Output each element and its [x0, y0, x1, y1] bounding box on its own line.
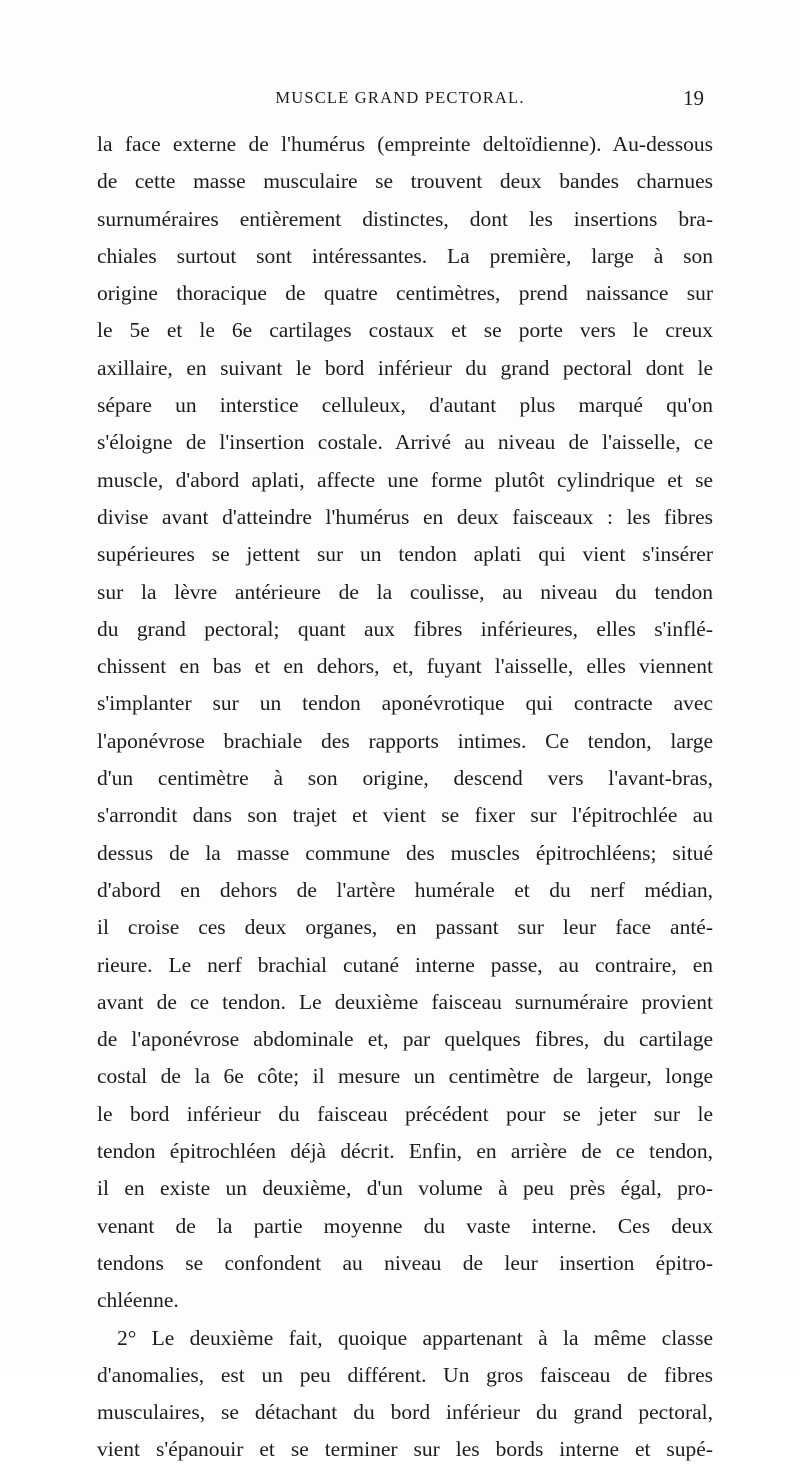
text-line: de l'aponévrose abdominale et, par quelques fibres, du cartilage: [97, 1027, 713, 1052]
text-line: le bord inférieur du faisceau précédent pour se jeter sur le: [97, 1101, 713, 1126]
text-line: d'anomalies, est un peu différent. Un gros faisceau de fibres: [97, 1362, 713, 1387]
text-line: divise avant d'atteindre l'humérus en deux faisceaux : les fibres: [97, 504, 713, 529]
text-line: sépare un interstice celluleux, d'autant plus marqué qu'on: [97, 393, 713, 418]
text-line-paragraph-start: 2° Le deuxième fait, quoique appartenant à la même classe: [117, 1325, 713, 1350]
text-line: tendons se confondent au niveau de leur insertion épitro-: [97, 1250, 713, 1275]
text-line: surnuméraires entièrement distinctes, dont les insertions bra-: [97, 206, 713, 231]
text-line-paragraph-end: chléenne.: [97, 1288, 179, 1313]
text-line: musculaires, se détachant du bord inférieur du grand pectoral,: [97, 1400, 713, 1425]
running-title: MUSCLE GRAND PECTORAL.: [275, 88, 525, 107]
text-line: s'arrondit dans son trajet et vient se fixer sur l'épitrochlée au: [97, 803, 713, 828]
text-line: rieure. Le nerf brachial cutané interne passe, au contraire, en: [97, 952, 713, 977]
page-number: 19: [683, 86, 704, 110]
text-line: avant de ce tendon. Le deuxième faisceau surnuméraire provient: [97, 989, 713, 1014]
body-text: [97, 126, 713, 1469]
text-line: d'un centimètre à son origine, descend vers l'avant-bras,: [97, 766, 713, 791]
text-line: dessus de la masse commune des muscles épitrochléens; situé: [97, 840, 713, 865]
text-line: il croise ces deux organes, en passant sur leur face anté-: [97, 915, 713, 940]
text-line: venant de la partie moyenne du vaste interne. Ces deux: [97, 1213, 713, 1238]
text-line: chissent en bas et en dehors, et, fuyant l'aisselle, elles viennent: [97, 654, 713, 679]
text-line: muscle, d'abord aplati, affecte une forme plutôt cylindrique et se: [97, 467, 713, 492]
text-line: la face externe de l'humérus (empreinte deltoïdienne). Au-dessous: [97, 132, 713, 156]
text-line: sur la lèvre antérieure de la coulisse, au niveau du tendon: [97, 579, 713, 604]
running-head: [0, 88, 800, 112]
text-line: supérieures se jettent sur un tendon aplati qui vient s'insérer: [97, 542, 713, 567]
text-line: vient s'épanouir et se terminer sur les bords interne et supé-: [97, 1437, 713, 1462]
text-line: costal de la 6e côte; il mesure un centimètre de largeur, longe: [97, 1064, 713, 1089]
text-line: du grand pectoral; quant aux fibres inférieures, elles s'inflé-: [97, 616, 713, 641]
text-line: s'éloigne de l'insertion costale. Arrivé au niveau de l'aisselle, ce: [97, 430, 713, 455]
text-line: tendon épitrochléen déjà décrit. Enfin, en arrière de ce tendon,: [97, 1139, 713, 1164]
text-line: chiales surtout sont intéressantes. La première, large à son: [97, 243, 713, 268]
text-line: s'implanter sur un tendon aponévrotique qui contracte avec: [97, 691, 713, 716]
text-line: l'aponévrose brachiale des rapports intimes. Ce tendon, large: [97, 728, 713, 753]
text-line: le 5e et le 6e cartilages costaux et se porte vers le creux: [97, 318, 713, 343]
text-line: de cette masse musculaire se trouvent deux bandes charnues: [97, 169, 713, 194]
text-line: il en existe un deuxième, d'un volume à peu près égal, pro-: [97, 1176, 713, 1201]
text-line: d'abord en dehors de l'artère humérale et du nerf médian,: [97, 877, 713, 902]
text-line: origine thoracique de quatre centimètres, prend naissance sur: [97, 281, 713, 306]
text-line: axillaire, en suivant le bord inférieur du grand pectoral dont le: [97, 355, 713, 380]
